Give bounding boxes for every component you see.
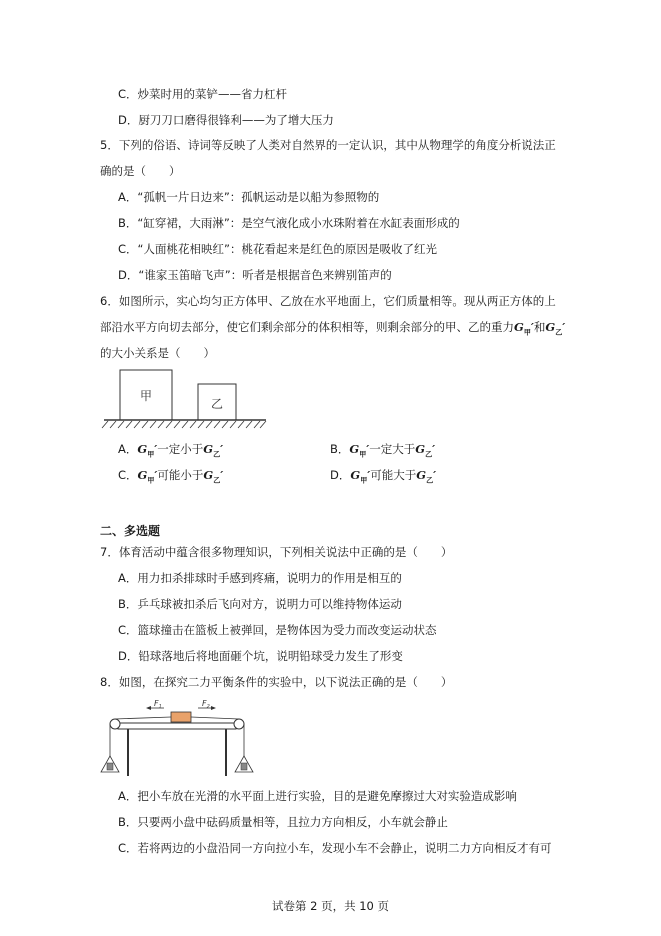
section-title: 二、多选题 <box>100 524 161 538</box>
q6-option-b: B．$G_甲'$一定大于$G_乙'$ <box>330 442 436 459</box>
q5-option-a: A．“孤帆一片日边来”：孤帆运动是以船为参照物的 <box>118 190 380 204</box>
q8-option-b: B．只要两小盘中砝码质量相等，且拉力方向相反，小车就会静止 <box>118 815 448 829</box>
g-jia-symbol: $G_甲'$ <box>514 320 534 337</box>
q5-option-b: B．“缸穿裙，大雨淋”：是空气液化成小水珠附着在水缸表面形成的 <box>118 216 460 230</box>
weight-left <box>107 763 113 770</box>
q8-figure <box>98 700 258 778</box>
q7-option-b: B．乒乓球被扣杀后飞向对方，说明力可以维持物体运动 <box>118 597 402 611</box>
ground-hatch <box>102 421 266 428</box>
q5-stem-line1: 5．下列的俗语、诗词等反映了人类对自然界的一定认识，其中从物理学的角度分析说法正 <box>100 138 556 152</box>
q5-option-c: C．“人面桃花相映红”：桃花看起来是红色的原因是吸收了红光 <box>118 242 437 256</box>
pulley-right <box>234 719 244 729</box>
q7-option-c: C．篮球撞击在篮板上被弹回，是物体因为受力而改变运动状态 <box>118 623 437 637</box>
f1-arrowhead <box>146 706 151 710</box>
q6-stem-line1: 6．如图所示，实心均匀正方体甲、乙放在水平地面上，它们质量相等。现从两正方体的上 <box>100 294 556 308</box>
q4-option-c: C．炒菜时用的菜铲——省力杠杆 <box>118 87 288 101</box>
f1-label: $F_1$ <box>154 700 162 710</box>
and-text: 和 <box>533 320 546 334</box>
g-yi-symbol: $G_乙'$ <box>545 320 566 337</box>
q6-stem-line2-text: 部沿水平方向切去部分，使它们剩余部分的体积相等，则剩余部分的甲、乙的重力 <box>100 320 514 334</box>
weight-right <box>241 763 247 770</box>
q6-option-c: C．$G_甲'$可能小于$G_乙'$ <box>118 468 224 485</box>
q5-stem-line2: 确的是（ ） <box>100 164 181 178</box>
q7-option-a: A．用力扣杀排球时手感到疼痛，说明力的作用是相互的 <box>118 571 402 585</box>
pulley-left <box>110 719 120 729</box>
cart <box>171 712 191 722</box>
table-top <box>118 723 236 729</box>
q8-option-c: C．若将两边的小盘沿同一方向拉小车，发现小车不会静止，说明二力方向相反才有可 <box>118 841 552 855</box>
q5-option-d: D．“谁家玉笛暗飞声”：听者是根据音色来辨别笛声的 <box>118 268 392 282</box>
f2-arrowhead <box>211 706 216 710</box>
q6-figure <box>100 368 280 434</box>
q7-option-d: D．铅球落地后将地面砸个坑，说明铅球受力发生了形变 <box>118 649 403 663</box>
q6-stem-line2 <box>100 319 565 340</box>
q6-option-d: D．$G_甲'$可能大于$G_乙'$ <box>330 468 437 485</box>
page-footer: 试卷第 2 页，共 10 页 <box>271 899 390 913</box>
f2-label: $F_2$ <box>202 700 210 710</box>
q8-option-a: A．把小车放在光滑的水平面上进行实验，目的是避免摩擦过大对实验造成影响 <box>118 789 517 803</box>
string-left <box>115 717 171 719</box>
q8-stem: 8．如图，在探究二力平衡条件的实验中，以下说法正确的是（ ） <box>100 675 453 689</box>
q7-stem: 7．体育活动中蕴含很多物理知识，下列相关说法中正确的是（ ） <box>100 545 453 559</box>
cube-yi-label: 乙 <box>210 397 224 411</box>
q4-option-d: D．厨刀刀口磨得很锋利——为了增大压力 <box>118 113 334 127</box>
q6-option-a: A．$G_甲'$一定小于$G_乙'$ <box>118 442 224 459</box>
cube-jia-label: 甲 <box>139 389 153 403</box>
string-right <box>191 717 239 719</box>
q6-stem-line3: 的大小关系是（ ） <box>100 346 215 360</box>
